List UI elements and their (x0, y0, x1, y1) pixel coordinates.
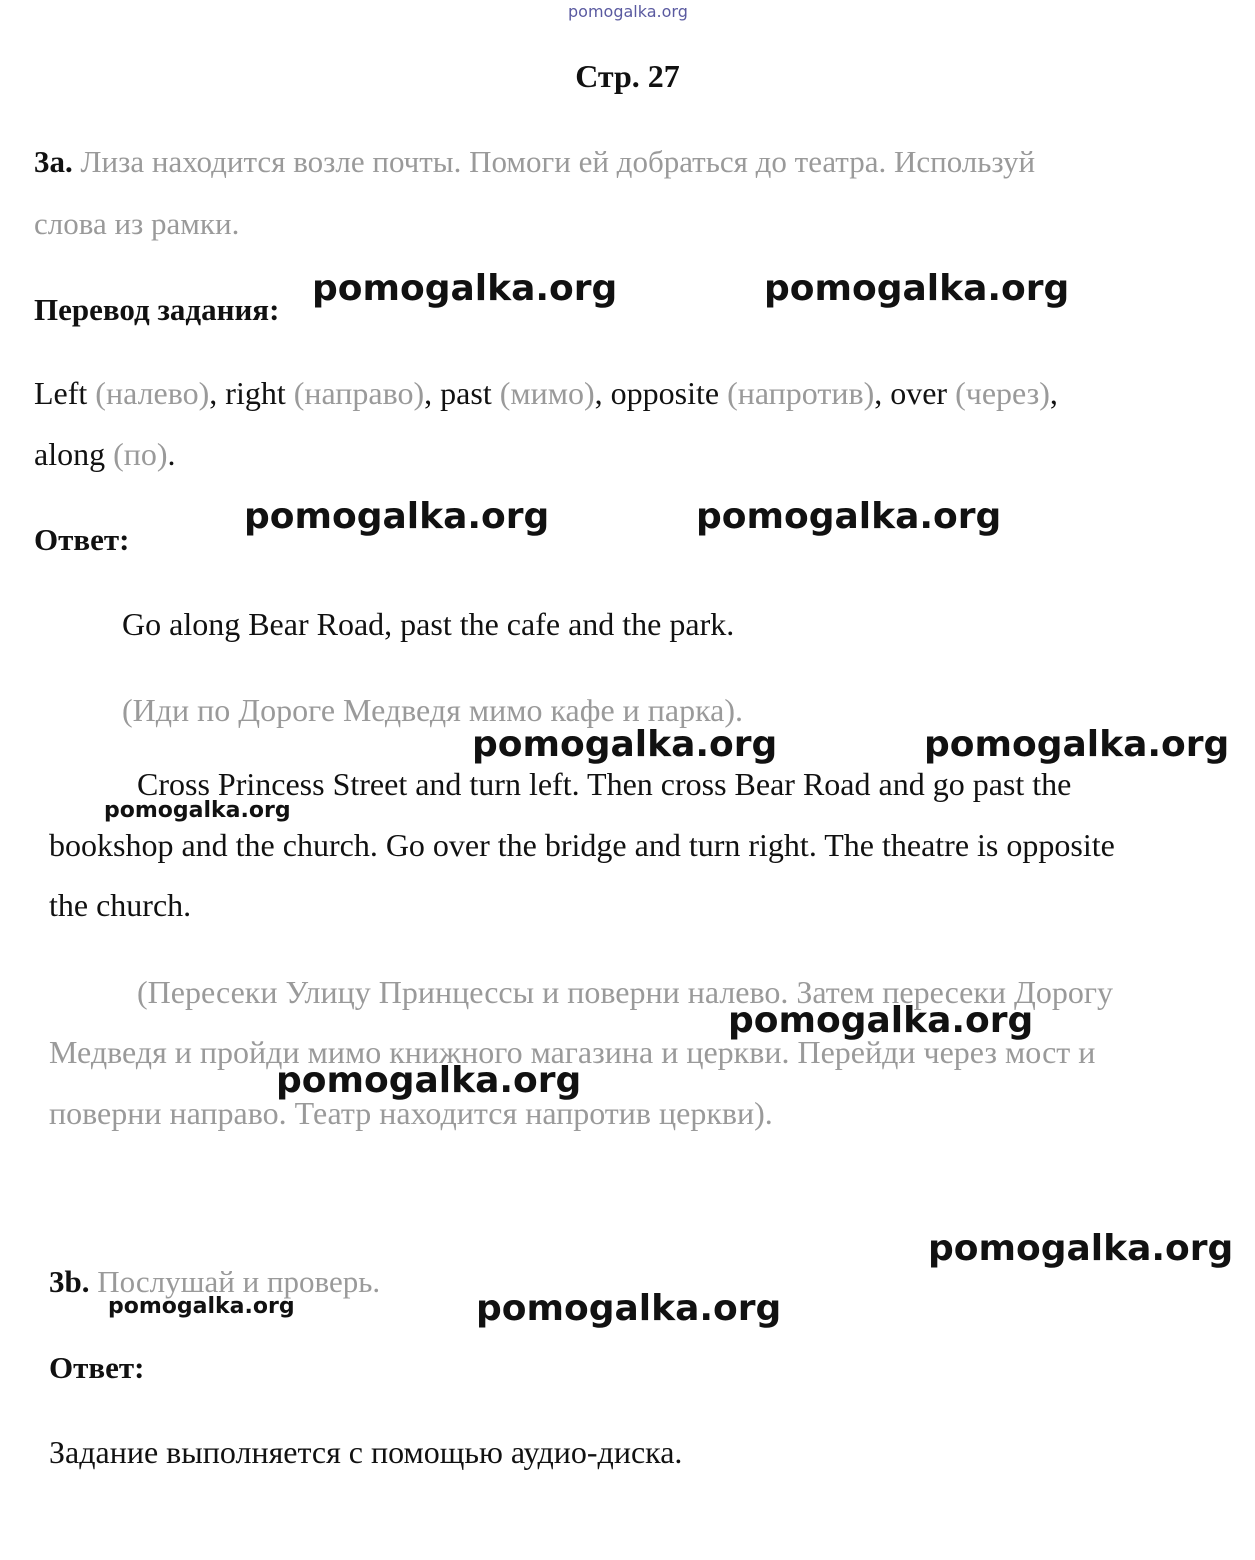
watermark: pomogalka.org (276, 1060, 582, 1101)
words-line-1 (34, 375, 1058, 412)
answer-ru-1: (Иди по Дороге Медведя мимо кафе и парка). (122, 692, 744, 728)
watermark: pomogalka.org (312, 268, 618, 309)
task-3b-instruction: Послушай и проверь. (97, 1264, 381, 1299)
watermark: pomogalka.org (472, 724, 778, 765)
word-en: past (440, 375, 492, 411)
watermark: pomogalka.org (104, 798, 291, 823)
watermark: pomogalka.org (764, 268, 1070, 309)
word-sep: , (209, 375, 226, 411)
words-line-2 (34, 436, 176, 473)
word-sep: , (1049, 375, 1058, 411)
answer-ru-2-line3: поверни направо. Театр находится напротив церкви). (49, 1095, 773, 1131)
answer-ru-2-line1: (Пересеки Улицу Принцессы и поверни налево. Затем пересеки Дорогу (137, 974, 1113, 1010)
word-sep: , (874, 375, 891, 411)
word-ru: (напротив) (727, 375, 875, 411)
task-3a-instruction-line1 (34, 144, 1035, 180)
task-3a-instruction: Лиза находится возле почты. Помоги ей добраться до театра. Используй (80, 144, 1036, 179)
word-ru: (налево) (95, 375, 210, 411)
task-3b-number: 3b. (49, 1264, 90, 1299)
word-ru: (мимо) (499, 375, 595, 411)
word-en: opposite (610, 375, 720, 411)
watermark: pomogalka.org (728, 1000, 1034, 1041)
word-sep: , (424, 375, 441, 411)
word-en: right (225, 375, 286, 411)
answer-ru-2-line2: Медведя и пройди мимо книжного магазина и церкви. Перейди через мост и (49, 1034, 1096, 1070)
answer-heading-3a: Ответ: (34, 522, 130, 557)
top-watermark: pomogalka.org (568, 2, 688, 21)
word-sep: . (167, 436, 176, 472)
page-title: Стр. 27 (575, 58, 680, 94)
answer-en-2-line1: Cross Princess Street and turn left. Then cross Bear Road and go past the (137, 766, 1072, 802)
watermark: pomogalka.org (928, 1228, 1234, 1269)
word-sep: , (594, 375, 611, 411)
watermark: pomogalka.org (108, 1294, 295, 1319)
watermark: pomogalka.org (696, 496, 1002, 537)
answer-en-1: Go along Bear Road, past the cafe and the park. (122, 606, 735, 642)
answer-heading-3b: Ответ: (49, 1350, 145, 1385)
word-en: Left (34, 375, 88, 411)
word-ru: (через) (955, 375, 1050, 411)
answer-en-2-line2: bookshop and the church. Go over the bridge and turn right. The theatre is opposite (49, 827, 1115, 863)
translation-heading: Перевод задания: (34, 292, 280, 327)
watermark: pomogalka.org (244, 496, 550, 537)
watermark: pomogalka.org (476, 1288, 782, 1329)
word-ru: (направо) (293, 375, 425, 411)
word-en: along (34, 436, 106, 472)
word-ru: (по) (113, 436, 168, 472)
answer-text-3b: Задание выполняется с помощью аудио-диска. (49, 1434, 683, 1470)
word-en: over (890, 375, 948, 411)
answer-en-2-line3: the church. (49, 887, 192, 923)
task-3a-number: 3a. (34, 144, 73, 179)
watermark: pomogalka.org (924, 724, 1230, 765)
task-3a-instruction-line2: слова из рамки. (34, 206, 240, 241)
